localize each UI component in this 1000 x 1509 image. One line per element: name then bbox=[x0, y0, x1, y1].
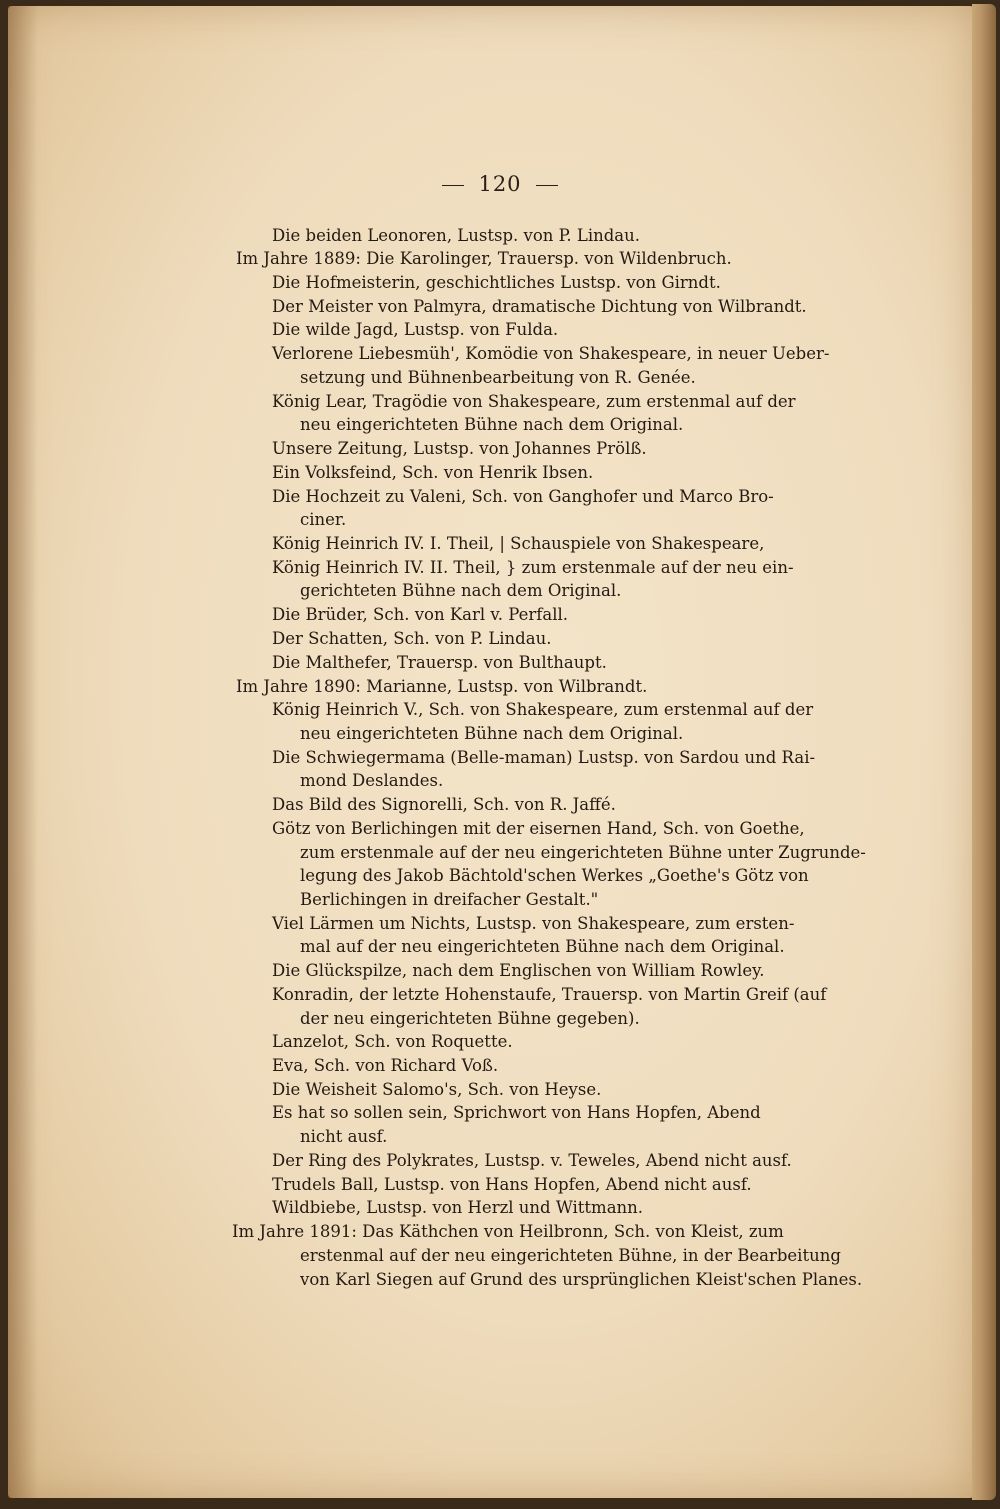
text-line: Die Glückspilze, nach dem Englischen von William Rowley. bbox=[272, 961, 765, 980]
text-line: mal auf der neu eingerichteten Bühne nach dem Original. bbox=[300, 937, 785, 956]
text-line: Verlorene Liebesmüh', Komödie von Shakespeare, in neuer Ueber- bbox=[272, 344, 830, 363]
header-dash-left bbox=[442, 185, 464, 186]
text-line: der neu eingerichteten Bühne gegeben). bbox=[300, 1009, 640, 1028]
text-line: Die Hochzeit zu Valeni, Sch. von Ganghofer und Marco Bro- bbox=[272, 487, 774, 506]
text-line: erstenmal auf der neu eingerichteten Bühne, in der Bearbeitung bbox=[300, 1246, 841, 1265]
text-line: Im Jahre 1889: Die Karolinger, Trauersp. von Wildenbruch. bbox=[236, 249, 732, 268]
text-line: zum erstenmale auf der neu eingerichteten Bühne unter Zugrunde- bbox=[300, 843, 866, 862]
text-line: Das Bild des Signorelli, Sch. von R. Jaffé. bbox=[272, 795, 616, 814]
text-line: setzung und Bühnenbearbeitung von R. Genée. bbox=[300, 368, 696, 387]
text-line: neu eingerichteten Bühne nach dem Original. bbox=[300, 415, 684, 434]
text-line: Berlichingen in dreifacher Gestalt." bbox=[300, 890, 599, 909]
text-line: Ein Volksfeind, Sch. von Henrik Ibsen. bbox=[272, 463, 594, 482]
text-line: Der Ring des Polykrates, Lustsp. v. Teweles, Abend nicht ausf. bbox=[272, 1151, 792, 1170]
text-line: Die Brüder, Sch. von Karl v. Perfall. bbox=[272, 605, 569, 624]
text-line: Unsere Zeitung, Lustsp. von Johannes Prölß. bbox=[272, 439, 647, 458]
text-line: Die beiden Leonoren, Lustsp. von P. Lindau. bbox=[272, 226, 641, 245]
text-line: Die Hofmeisterin, geschichtliches Lustsp. von Girndt. bbox=[272, 273, 721, 292]
text-line: neu eingerichteten Bühne nach dem Original. bbox=[300, 724, 684, 743]
text-line: König Heinrich IV. II. Theil, } zum erstenmale auf der neu ein- bbox=[272, 558, 794, 577]
text-line: Der Schatten, Sch. von P. Lindau. bbox=[272, 629, 552, 648]
text-line: Die Weisheit Salomo's, Sch. von Heyse. bbox=[272, 1080, 602, 1099]
text-line: Eva, Sch. von Richard Voß. bbox=[272, 1056, 499, 1075]
gutter-shadow bbox=[8, 6, 38, 1498]
text-line: König Heinrich V., Sch. von Shakespeare, zum erstenmal auf der bbox=[272, 700, 814, 719]
text-line: König Lear, Tragödie von Shakespeare, zum erstenmal auf der bbox=[272, 392, 796, 411]
text-line: nicht ausf. bbox=[300, 1127, 388, 1146]
text-line: Viel Lärmen um Nichts, Lustsp. von Shakespeare, zum ersten- bbox=[272, 914, 795, 933]
text-line: Die wilde Jagd, Lustsp. von Fulda. bbox=[272, 320, 559, 339]
text-line: Götz von Berlichingen mit der eisernen Hand, Sch. von Goethe, bbox=[272, 819, 805, 838]
text-line: Es hat so sollen sein, Sprichwort von Hans Hopfen, Abend bbox=[272, 1103, 761, 1122]
header-dash-right bbox=[536, 185, 558, 186]
page-header bbox=[0, 172, 1000, 196]
text-line: ciner. bbox=[300, 510, 347, 529]
text-line: Im Jahre 1891: Das Käthchen von Heilbronn, Sch. von Kleist, zum bbox=[232, 1222, 784, 1241]
text-line: Trudels Ball, Lustsp. von Hans Hopfen, Abend nicht ausf. bbox=[272, 1175, 752, 1194]
text-line: Die Malthefer, Trauersp. von Bulthaupt. bbox=[272, 653, 607, 672]
text-line: mond Deslandes. bbox=[300, 771, 444, 790]
text-line: Im Jahre 1890: Marianne, Lustsp. von Wilbrandt. bbox=[236, 677, 648, 696]
text-line: von Karl Siegen auf Grund des ursprünglichen Kleist'schen Planes. bbox=[300, 1270, 863, 1289]
text-line: legung des Jakob Bächtold'schen Werkes „Goethe's Götz von bbox=[300, 866, 809, 885]
text-line: Konradin, der letzte Hohenstaufe, Trauersp. von Martin Greif (auf bbox=[272, 985, 827, 1004]
text-line: Der Meister von Palmyra, dramatische Dichtung von Wilbrandt. bbox=[272, 297, 807, 316]
text-line: Wildbiebe, Lustsp. von Herzl und Wittmann. bbox=[272, 1198, 644, 1217]
text-line: Lanzelot, Sch. von Roquette. bbox=[272, 1032, 513, 1051]
page-number: 120 bbox=[478, 172, 522, 196]
text-line: König Heinrich IV. I. Theil, | Schauspiele von Shakespeare, bbox=[272, 534, 765, 553]
text-line: gerichteten Bühne nach dem Original. bbox=[300, 581, 622, 600]
text-line: Die Schwiegermama (Belle-maman) Lustsp. von Sardou und Rai- bbox=[272, 748, 816, 767]
page-edge bbox=[972, 4, 996, 1500]
